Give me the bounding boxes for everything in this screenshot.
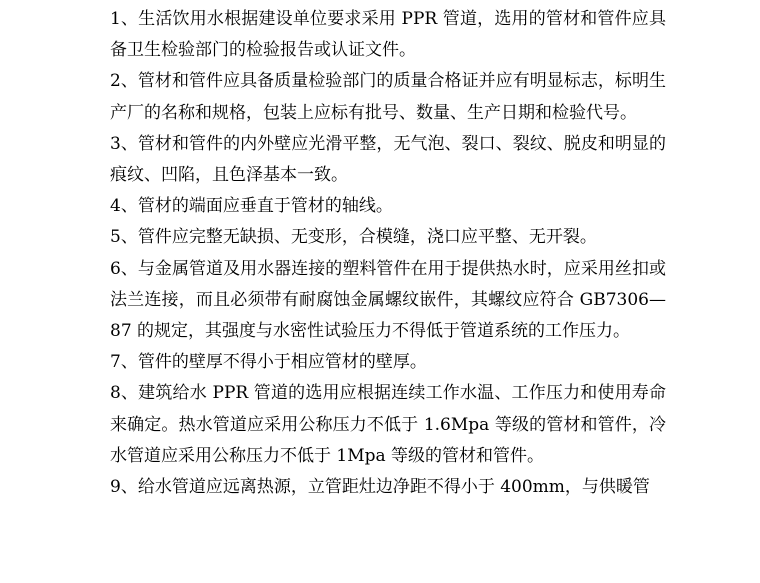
paragraph-9: 9、给水管道应远离热源，立管距灶边净距不得小于 400mm，与供暖管	[110, 477, 650, 498]
paragraph-7: 7、管件的壁厚不得小于相应管材的壁厚。	[110, 352, 427, 373]
paragraph-5: 5、管件应完整无缺损、无变形，合模缝，浇口应平整、无开裂。	[110, 227, 597, 248]
paragraph-3: 3、管材和管件的内外壁应光滑平整，无气泡、裂口、裂纹、脱皮和明显的痕纹、凹陷，且色泽基本一致。	[110, 133, 666, 186]
paragraph-8: 8、建筑给水 PPR 管道的选用应根据连续工作水温、工作压力和使用寿命来确定。热水管道应采用公称压力不低于 1.6Mpa 等级的管材和管件，冷水管道应采用公称压力不低于 1Mpa 等级的管材和管件。	[110, 383, 666, 466]
paragraph-2: 2、管材和管件应具备质量检验部门的质量合格证并应有明显标志，标明生产厂的名称和规格，包装上应标有批号、数量、生产日期和检验代号。	[110, 71, 666, 123]
document-body	[110, 0, 666, 499]
paragraph-4: 4、管材的端面应垂直于管材的轴线。	[110, 196, 393, 217]
paragraph-6: 6、与金属管道及用水器连接的塑料管件在用于提供热水时，应采用丝扣或法兰连接，而且必须带有耐腐蚀金属螺纹嵌件，其螺纹应符合 GB7306—87 的规定，其强度与水密性试验压力不得低于管道系统的工作压力。	[110, 258, 666, 342]
paragraph-1: 1、生活饮用水根据建设单位要求采用 PPR 管道，选用的管材和管件应具备卫生检验部门的检验报告或认证文件。	[110, 9, 666, 61]
